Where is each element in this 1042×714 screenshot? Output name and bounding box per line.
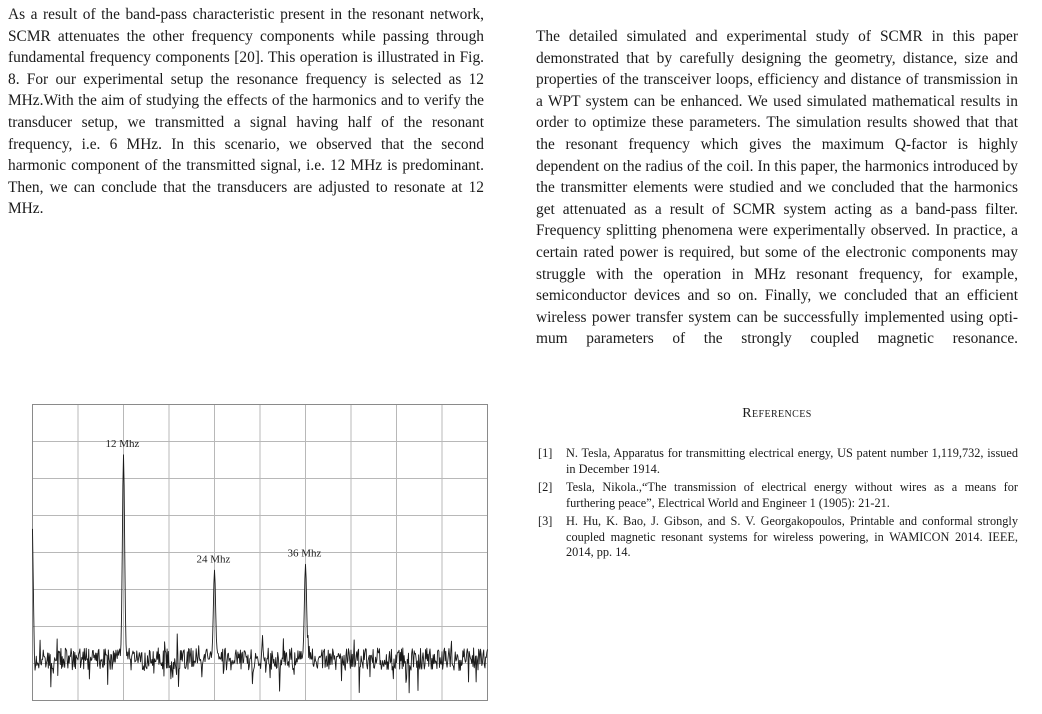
conclusion-paragraph: The detailed simulated and experimental study of SCMR in this paper demonstrated that by carefully designing the geometry, distance, size and properties of the transceiver loops, efficiency and distance of transmission in a WPT system can be enhanced. We used simulated mathematical results in order to optimize these parameters. The simulation results showed that that the resonant frequency which gives the maximum Q-factor is highly dependent on the radius of the coil. In this paper, the harmonics introduced by the transmitter elements were studied and we concluded that the harmonics get attenuated as a result of SCMR system acting as a band-pass filter. Frequency splitting phenomena were experimentally observed. In practice, a certain rated power is required, but some of the electronic components may struggle with the operation in MHz resonant frequency, for example, semiconductor devices and so on. Finally, we concluded that an efficient wireless power transfer system can be successfully implemented using optimum parameters of the strongly coupled magnetic resonance. xyxy=(536,28,1018,348)
references-heading: References xyxy=(742,405,812,421)
spectrum-plot xyxy=(32,404,488,704)
spectrum-figure xyxy=(32,404,488,704)
reference-text: Tesla, Nikola.,“The transmission of electrical energy without wires as a means for furthering peace”, Electrical World and Engineer 1 (1905): 21-21. xyxy=(566,480,1018,510)
peak-label: 24 Mhz xyxy=(196,553,231,566)
reference-number: [1] xyxy=(538,445,553,460)
references-list xyxy=(536,446,1018,561)
body-paragraph-harmonics: As a result of the band-pass characteristic present in the resonant network, SCMR attenuates the other frequency components while passing through fundamental frequency components [20]. This operation is illustrated in Fig. 8. For our experimental setup the resonance frequency is selected as 12 MHz.With the aim of studying the effects of the harmonics and to verify the transducer setup, we transmitted a signal having half of the resonant frequency, i.e. 6 MHz. In this scenario, we observed that the second harmonic component of the transmitted signal, i.e. 12 MHz is predominant. Then, we can conclude that the transducers are adjusted to resonate at 12 MHz. xyxy=(8,6,484,218)
left-column xyxy=(8,4,484,220)
reference-item xyxy=(536,446,1018,477)
reference-text: H. Hu, K. Bao, J. Gibson, and S. V. Georgakopoulos, Printable and conformal strongly coupled magnetic resonant systems for wireless powering, in WAMICON 2014. IEEE, 2014, pp. 14. xyxy=(566,514,1018,560)
reference-item xyxy=(536,514,1018,561)
reference-number: [3] xyxy=(538,514,553,529)
peak-label: 36 Mhz xyxy=(287,547,322,560)
reference-item xyxy=(536,480,1018,511)
right-column xyxy=(536,4,1018,564)
reference-text: N. Tesla, Apparatus for transmitting electrical energy, US patent number 1,119,732, issued in December 1914. xyxy=(566,445,1018,476)
peak-label: 12 Mhz xyxy=(105,437,140,450)
reference-number: [2] xyxy=(538,480,553,495)
